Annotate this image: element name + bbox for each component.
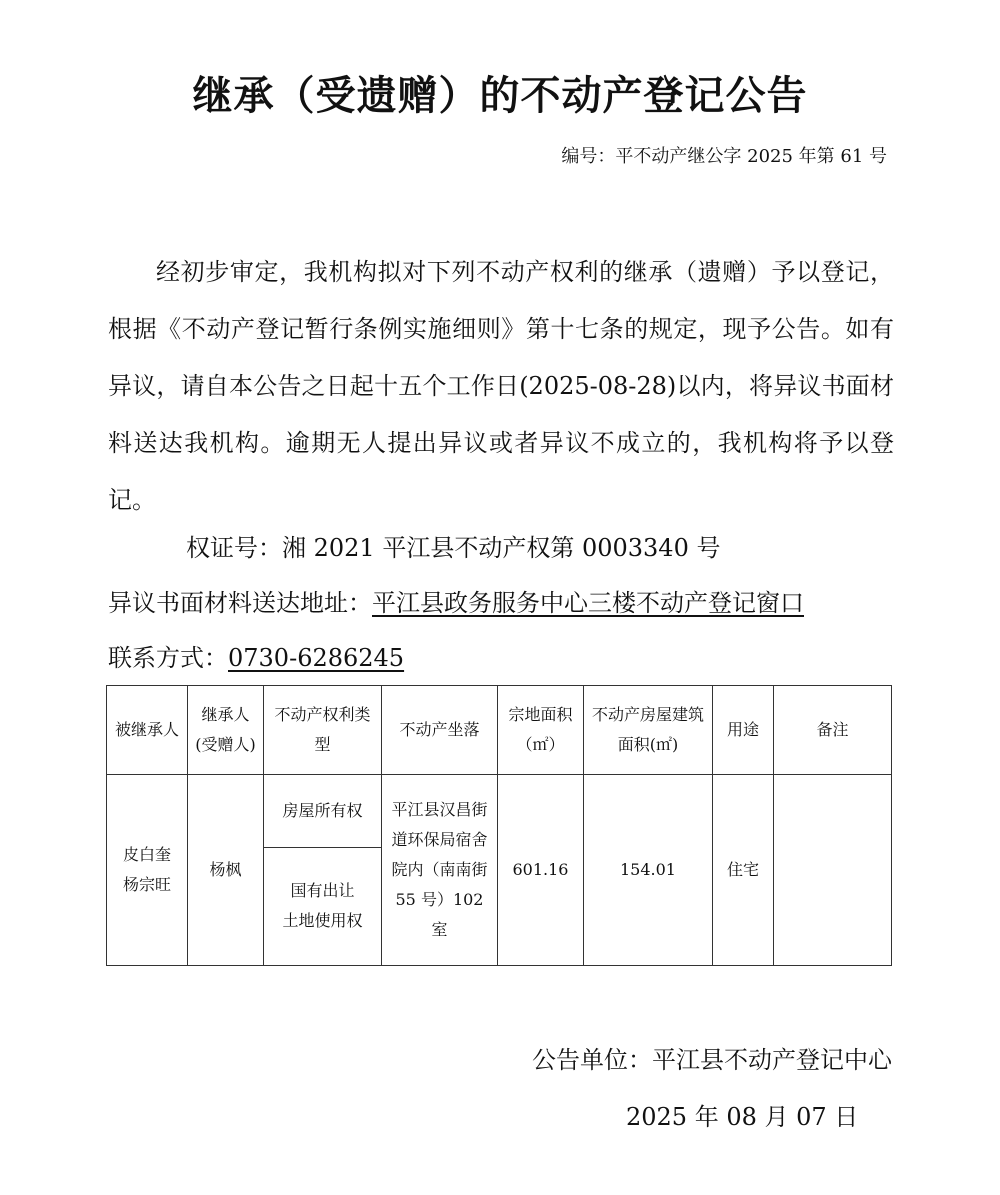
cell-heir: 杨枫 — [188, 775, 264, 966]
cell-use: 住宅 — [713, 775, 774, 966]
contact-label: 联系方式： — [108, 644, 228, 672]
header-building-area: 不动产房屋建筑面积(㎡) — [584, 686, 713, 775]
cell-right-type-land: 国有出让 土地使用权 — [264, 847, 382, 965]
table-header-row — [107, 686, 892, 775]
cell-land-area: 601.16 — [498, 775, 584, 966]
contact-phone: 0730-6286245 — [228, 644, 405, 672]
cell-remark — [774, 775, 892, 966]
issue-date: 2025 年 08 月 07 日 — [626, 1103, 859, 1131]
header-use: 用途 — [713, 686, 774, 775]
header-heir: 继承人(受赠人) — [188, 686, 264, 775]
certificate-number: 权证号：湘 2021 平江县不动产权第 0003340 号 — [186, 534, 721, 562]
contact-info — [108, 638, 404, 673]
header-location: 不动产坐落 — [382, 686, 498, 775]
objection-address-value: 平江县政务服务中心三楼不动产登记窗口 — [372, 589, 804, 617]
objection-address — [108, 583, 804, 618]
cell-location: 平江县汉昌街道环保局宿舍院内（南南街 55 号）102 室 — [382, 775, 498, 966]
page-title: 继承（受遗赠）的不动产登记公告 — [192, 73, 808, 119]
header-decedent: 被继承人 — [107, 686, 188, 775]
cell-decedent: 皮白奎 杨宗旺 — [107, 775, 188, 966]
table-row — [107, 775, 892, 847]
announcement-body: 经初步审定，我机构拟对下列不动产权利的继承（遗赠）予以登记，根据《不动产登记暂行条例实施细则》第十七条的规定，现予公告。如有异议，请自本公告之日起十五个工作日(2025-08-28)以内，将异议书面材料送达我机构。逾期无人提出异议或者异议不成立的，我机构将予以登记。 — [108, 258, 894, 514]
header-land-area: 宗地面积（㎡） — [498, 686, 584, 775]
issuing-unit: 公告单位：平江县不动产登记中心 — [532, 1046, 892, 1074]
property-table — [106, 685, 892, 966]
cell-building-area: 154.01 — [584, 775, 713, 966]
header-remark: 备注 — [774, 686, 892, 775]
document-number: 编号：平不动产继公字 2025 年第 61 号 — [561, 146, 887, 167]
cell-right-type-house: 房屋所有权 — [264, 775, 382, 847]
header-right-type: 不动产权利类 型 — [264, 686, 382, 775]
objection-address-label: 异议书面材料送达地址： — [108, 589, 372, 617]
